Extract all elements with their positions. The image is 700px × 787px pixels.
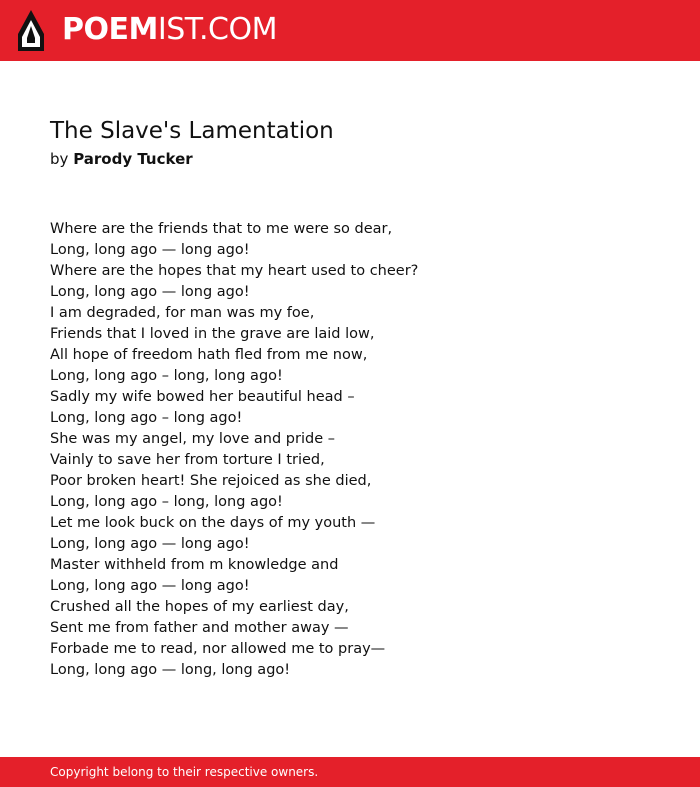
pen-nib-icon <box>18 10 44 51</box>
poem-line: Poor broken heart! She rejoiced as she died, <box>50 473 372 489</box>
by-label: by <box>50 150 69 168</box>
poem-body <box>50 219 418 681</box>
poem-line: Where are the hopes that my heart used to cheer? <box>50 263 419 279</box>
poem-line: Crushed all the hopes of my earliest day, <box>50 599 349 615</box>
poem-line: I am degraded, for man was my foe, <box>50 305 315 321</box>
poem-line: Long, long ago – long, long ago! <box>50 368 283 384</box>
poem-line: Long, long ago – long ago! <box>50 410 243 426</box>
poem-line: Forbade me to read, nor allowed me to pray— <box>50 641 386 657</box>
logo-bold-part: POEM <box>62 12 158 47</box>
poem-line: Long, long ago — long, long ago! <box>50 662 291 678</box>
poem-line: Long, long ago — long ago! <box>50 242 250 258</box>
poem-title: The Slave's Lamentation <box>50 118 334 144</box>
site-logo-text <box>62 12 277 48</box>
logo-light-part: IST.COM <box>157 12 277 47</box>
poem-line: Sent me from father and mother away — <box>50 620 349 636</box>
poem-line: Let me look buck on the days of my youth — <box>50 515 376 531</box>
poem-line: Vainly to save her from torture I tried, <box>50 452 325 468</box>
poem-line: Long, long ago — long ago! <box>50 284 250 300</box>
site-footer <box>0 757 700 787</box>
poem-line: Long, long ago — long ago! <box>50 578 250 594</box>
poem-line: Sadly my wife bowed her beautiful head – <box>50 389 355 405</box>
poem-author: Parody Tucker <box>73 150 193 168</box>
poem-line: Where are the friends that to me were so dear, <box>50 221 393 237</box>
poem-line: Long, long ago — long ago! <box>50 536 250 552</box>
poem-line: All hope of freedom hath fled from me now, <box>50 347 368 363</box>
copyright-text: Copyright belong to their respective owners. <box>50 765 319 779</box>
site-header <box>0 0 700 61</box>
logo-link[interactable] <box>0 0 277 61</box>
poem-line: Friends that I loved in the grave are laid low, <box>50 326 375 342</box>
poem-line: She was my angel, my love and pride – <box>50 431 335 447</box>
poem-line: Master withheld from m knowledge and <box>50 557 339 573</box>
poem-line: Long, long ago – long, long ago! <box>50 494 283 510</box>
poem-byline <box>50 148 193 170</box>
